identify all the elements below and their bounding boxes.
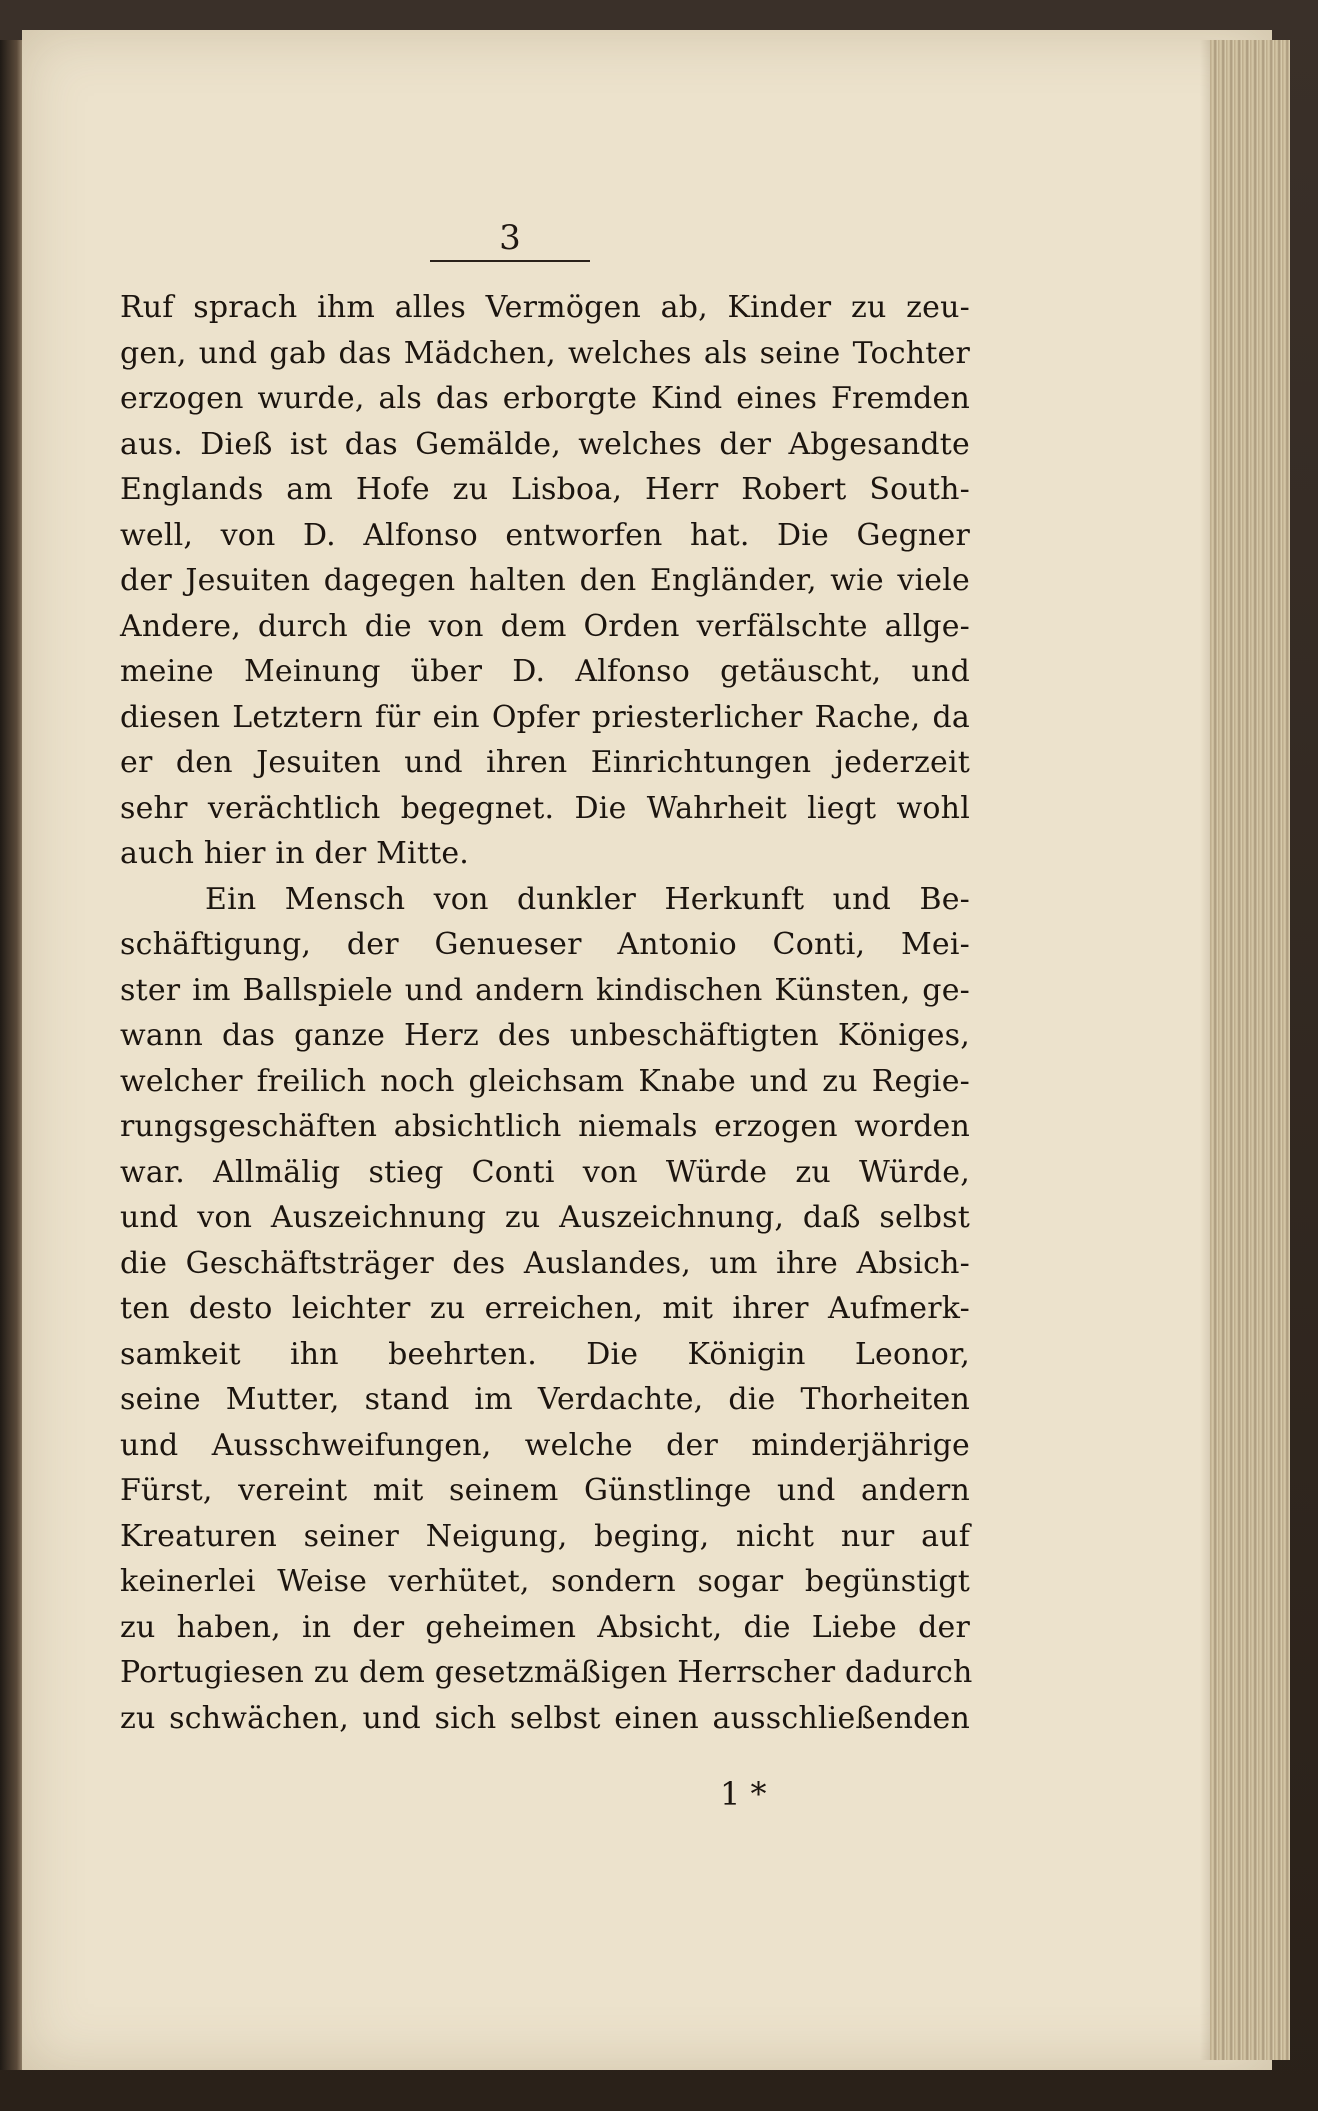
signature-mark: 1 * bbox=[720, 1775, 767, 1813]
text-line: Andere, durch die von dem Orden verfälschte allge- bbox=[120, 608, 970, 644]
text-line: ten desto leichter zu erreichen, mit ihrer Aufmerk- bbox=[120, 1291, 970, 1326]
text-line: Portugiesen zu dem gesetzmäßigen Herrscher dadurch bbox=[120, 1655, 973, 1690]
text-line: aus. Dieß ist das Gemälde, welches der Abgesandte bbox=[120, 426, 970, 462]
text-line: er den Jesuiten und ihren Einrichtungen jederzeit bbox=[120, 745, 970, 780]
text-line: Fürst, vereint mit seinem Günstlinge und andern bbox=[120, 1473, 970, 1508]
text-line: Ruf sprach ihm alles Vermögen ab, Kinder zu zeu- bbox=[120, 290, 970, 325]
text-line: meine Meinung über D. Alfonso getäuscht, und bbox=[120, 654, 970, 689]
text-line: und von Auszeichnung zu Auszeichnung, daß selbst bbox=[120, 1200, 970, 1235]
text-line-paragraph-end: auch hier in der Mitte. bbox=[120, 836, 470, 871]
text-line: sehr verächtlich begegnet. Die Wahrheit liegt wohl bbox=[120, 790, 970, 826]
text-line: erzogen wurde, als das erborgte Kind eines Fremden bbox=[120, 381, 970, 416]
page-stack-edges bbox=[1210, 40, 1290, 2060]
text-line: der Jesuiten dagegen halten den Engländer, wie viele bbox=[120, 563, 970, 598]
body-text bbox=[120, 285, 973, 1741]
text-line: war. Allmälig stieg Conti von Würde zu Würde, bbox=[120, 1154, 970, 1190]
text-line-paragraph-start: Ein Mensch von dunkler Herkunft und Be- bbox=[205, 881, 970, 917]
text-line: wann das ganze Herz des unbeschäftigten Königes, bbox=[120, 1018, 970, 1053]
text-line: samkeit ihn beehrten. Die Königin Leonor, bbox=[120, 1336, 970, 1372]
text-line: gen, und gab das Mädchen, welches als seine Tochter bbox=[120, 335, 970, 371]
header-rule bbox=[430, 260, 590, 262]
text-line: keinerlei Weise verhütet, sondern sogar begünstigt bbox=[120, 1564, 970, 1599]
text-line: Kreaturen seiner Neigung, beging, nicht nur auf bbox=[120, 1518, 970, 1554]
text-line: rungsgeschäften absichtlich niemals erzogen worden bbox=[120, 1109, 970, 1144]
text-line: zu haben, in der geheimen Absicht, die Liebe der bbox=[120, 1609, 970, 1645]
text-line: Englands am Hofe zu Lisboa, Herr Robert South- bbox=[120, 472, 970, 507]
text-line: und Ausschweifungen, welche der minderjährige bbox=[120, 1427, 970, 1463]
text-line: ster im Ballspiele und andern kindischen Künsten, ge- bbox=[120, 972, 970, 1008]
text-line: well, von D. Alfonso entworfen hat. Die Gegner bbox=[120, 517, 970, 553]
text-line: welcher freilich noch gleichsam Knabe und zu Regie- bbox=[120, 1063, 970, 1099]
text-line: die Geschäftsträger des Auslandes, um ihre Absich- bbox=[120, 1245, 970, 1281]
text-line: zu schwächen, und sich selbst einen ausschließenden bbox=[120, 1700, 970, 1736]
page-number: 3 bbox=[499, 218, 521, 258]
text-line: seine Mutter, stand im Verdachte, die Thorheiten bbox=[120, 1382, 970, 1417]
text-line: schäftigung, der Genueser Antonio Conti, Mei- bbox=[120, 927, 970, 962]
text-line: diesen Letztern für ein Opfer priesterlicher Rache, da bbox=[120, 699, 970, 735]
